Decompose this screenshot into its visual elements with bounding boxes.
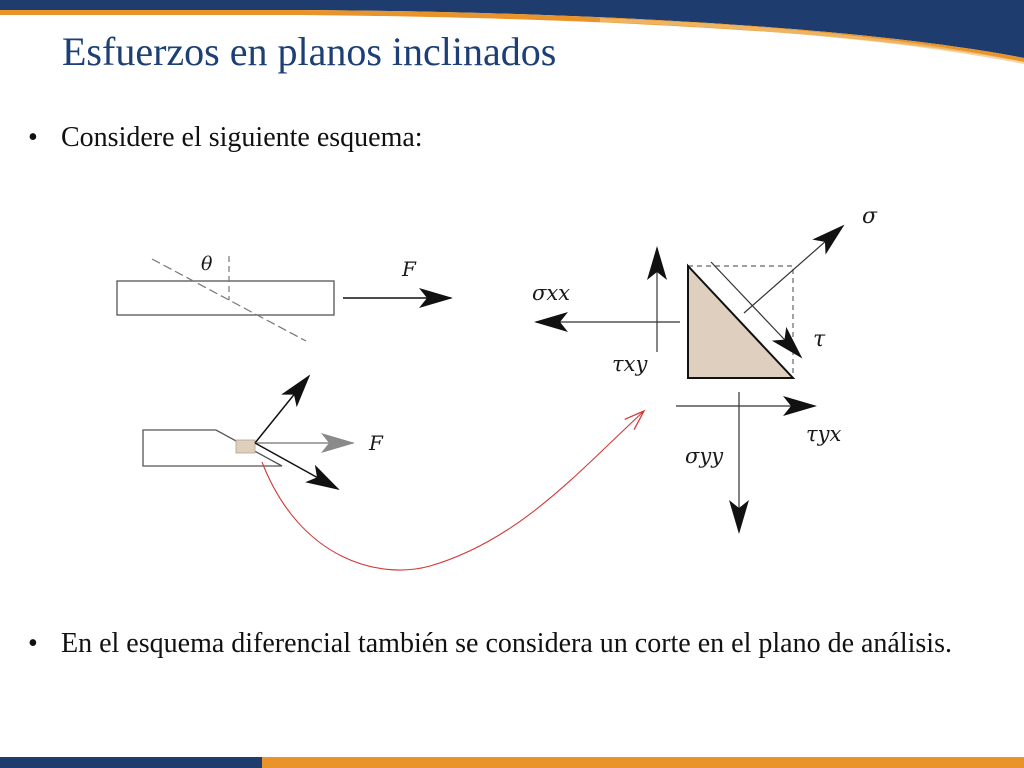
theta-label: θ bbox=[201, 253, 213, 275]
bullet-item bbox=[28, 628, 988, 698]
sigma-label: σ bbox=[862, 204, 878, 229]
tau-yx-label: τyx bbox=[806, 422, 842, 446]
sigma-xx-label: σxx bbox=[532, 281, 571, 305]
force-label-bottom: F bbox=[369, 431, 383, 455]
bullet-text: Considere el siguiente esquema: bbox=[61, 122, 423, 153]
sigma-yy-label: σyy bbox=[685, 444, 724, 468]
stress-arrow-up bbox=[255, 376, 309, 443]
bullet-marker: • bbox=[28, 628, 38, 659]
tau-xy-label: τxy bbox=[612, 352, 648, 376]
tau-label: τ bbox=[813, 327, 826, 352]
bullet-marker: • bbox=[28, 122, 38, 153]
footer-decoration bbox=[0, 755, 1024, 768]
differential-element bbox=[688, 266, 793, 378]
connector-curve bbox=[262, 411, 644, 570]
force-label-top: F bbox=[402, 257, 416, 281]
bullet-text: En el esquema diferencial también se considera un corte en el plano de análisis. bbox=[61, 628, 952, 659]
bar-top bbox=[117, 256, 334, 341]
slide-title: Esfuerzos en planos inclinados bbox=[62, 29, 557, 74]
